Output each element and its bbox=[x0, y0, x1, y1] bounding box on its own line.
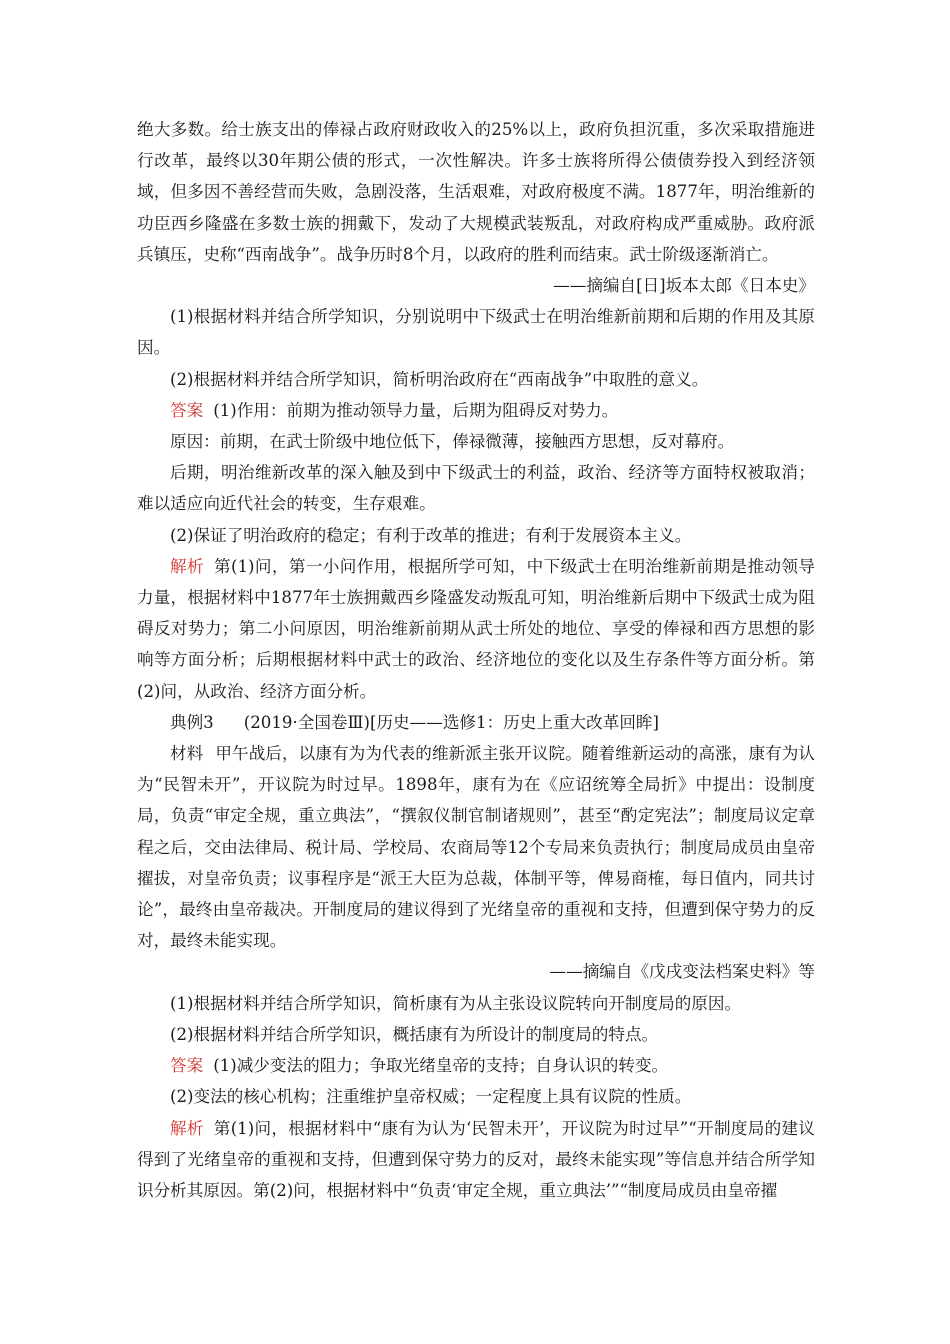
answer-later: 后期，明治维新改革的深入触及到中下级武士的利益，政治、经济等方面特权被取消；难以适应向近代社会的转变，生存艰难。 bbox=[137, 463, 815, 514]
answer-text: (1)作用：前期为推动领导力量，后期为阻碍反对势力。 bbox=[213, 400, 619, 420]
question-2-1: (1)根据材料并结合所学知识，简析康有为从主张设议院转向开制度局的原因。 bbox=[170, 993, 742, 1013]
answer-reason: 原因：前期，在武士阶级中地位低下，俸禄微薄，接触西方思想，反对幕府。 bbox=[170, 432, 735, 452]
answer-label: 答案 bbox=[170, 400, 204, 420]
question-2-2: (2)根据材料并结合所学知识，概括康有为所设计的制度局的特点。 bbox=[170, 1024, 659, 1044]
example-source: (2019·全国卷Ⅲ)[历史——选修1：历史上重大改革回眸] bbox=[243, 712, 659, 732]
material-2 bbox=[137, 738, 815, 956]
source-citation: ——摘编自[日]坂本太郎《日本史》 bbox=[553, 276, 815, 296]
analysis-label: 解析 bbox=[170, 556, 204, 576]
analysis-text: 第(1)问，第一小问作用，根据所学可知，中下级武士在明治维新前期是推动领导力量，根据材料中1877年士族拥戴西乡隆盛发动叛乱可知，明治维新后期中下级武士成为阻碍反对势力；第二小问原因，明治维新前期从武士所处的地位、享受的俸禄和西方思想的影响等方面分析；后期根据材料中武士的政治、经济地位的变化以及生存条件等方面分析。第(2)问，从政治、经济方面分析。 bbox=[137, 556, 816, 701]
answer-text-2: (1)减少变法的阻力；争取光绪皇帝的支持；自身认识的转变。 bbox=[213, 1056, 669, 1076]
material-paragraph: 绝大多数。给士族支出的俸禄占政府财政收入的25%以上，政府负担沉重，多次采取措施进行改革，最终以30年期公债的形式，一次性解决。许多士族将所得公债债券投入到经济领域，但多因不善经营而失败，急剧没落，生活艰难，对政府极度不满。1877年，明治维新的功臣西乡隆盛在多数士族的拥戴下，发动了大规模武装叛乱，对政府构成严重威胁。政府派兵镇压，史称“西南战争”。战争历时8个月，以政府的胜利而结束。武士阶级逐渐消亡。 bbox=[137, 120, 815, 264]
answer-2-1 bbox=[137, 1050, 815, 1081]
answer-2: (2)保证了明治政府的稳定；有利于改革的推进；有利于发展资本主义。 bbox=[170, 525, 692, 545]
answer-label-2: 答案 bbox=[170, 1056, 204, 1076]
analysis-label-2: 解析 bbox=[170, 1118, 204, 1138]
example-label: 典例3 bbox=[170, 712, 214, 732]
document-page bbox=[137, 114, 815, 1206]
answer-1 bbox=[137, 395, 815, 426]
question-1: (1)根据材料并结合所学知识，分别说明中下级武士在明治维新前期和后期的作用及其原因。 bbox=[137, 307, 815, 358]
analysis-2 bbox=[137, 1113, 815, 1207]
example-header bbox=[137, 707, 815, 738]
analysis-1 bbox=[137, 551, 815, 707]
material-label: 材料 bbox=[170, 744, 204, 764]
material-text: 甲午战后，以康有为为代表的维新派主张开议院。随着维新运动的高涨，康有为认为“民智未开”，开议院为时过早。1898年，康有为在《应诏统筹全局折》中提出：设制度局，负责“审定全规，重立典法”，“撰叙仪制官制诸规则”，甚至“酌定宪法”；制度局议定章程之后，交由法律局、税计局、学校局、农商局等12个专局来负责执行；制度局成员由皇帝擢拔，对皇帝负责；议事程序是“派王大臣为总裁，体制平等，俾易商榷，每日值内，同共讨论”，最终由皇帝裁决。开制度局的建议得到了光绪皇帝的重视和支持，但遭到保守势力的反对，最终未能实现。 bbox=[137, 744, 816, 951]
answer-2-2: (2)变法的核心机构；注重维护皇帝权威；一定程度上具有议院的性质。 bbox=[170, 1087, 692, 1107]
analysis-text-2: 第(1)问，根据材料中“康有为认为‘民智未开’，开议院为时过早”“开制度局的建议得到了光绪皇帝的重视和支持，但遭到保守势力的反对，最终未能实现”等信息并结合所学知识分析其原因。第(2)问，根据材料中“负责‘审定全规，重立典法’”“制度局成员由皇帝擢 bbox=[137, 1118, 816, 1200]
question-2: (2)根据材料并结合所学知识，简析明治政府在“西南战争”中取胜的意义。 bbox=[170, 369, 709, 389]
source-citation-2: ——摘编自《戊戌变法档案史料》等 bbox=[549, 962, 815, 982]
